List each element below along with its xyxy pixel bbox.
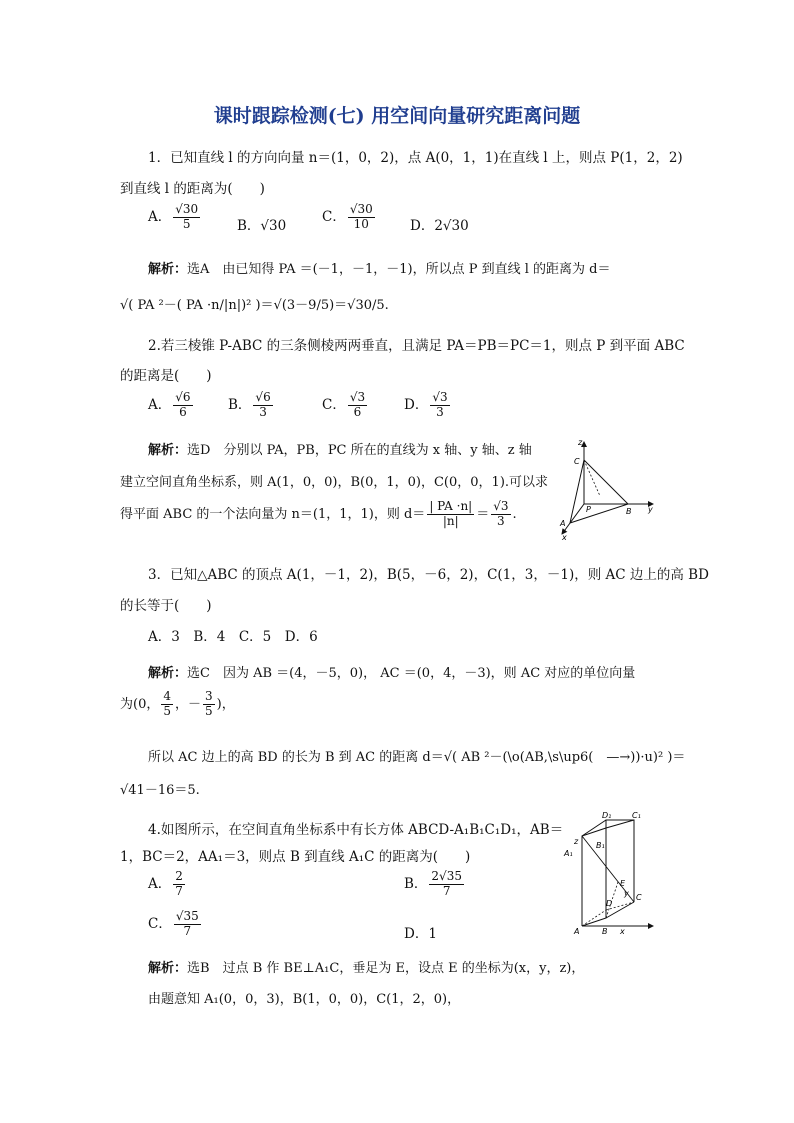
- q1-stem-line2: 到直线 l 的距离为( ): [120, 181, 265, 197]
- label-a1: A₁: [564, 849, 573, 858]
- page-title: 课时跟踪检测(七) 用空间向量研究距离问题: [213, 105, 581, 127]
- q4-option-c: C． $\frac{√35}{7}$: [148, 909, 199, 938]
- q1-option-a: A． $\frac{√30}{5}$: [148, 202, 199, 231]
- q4-solution-line1: 解析：选B 过点 B 作 BE⊥A₁C，垂足为 E，设点 E 的坐标为(x，y，z)，: [148, 961, 585, 976]
- q4-option-a: A． $\frac{2}{7}$: [148, 869, 183, 898]
- q1-option-c: C． $\frac{√30}{10}$: [322, 202, 373, 231]
- q1-solution-line2: √( PA ²－( PA ·n/|n|)² )＝√(3－9/5)＝√30/5.: [120, 298, 389, 313]
- q2-stem-line2: 的距离是( ): [120, 368, 212, 384]
- q2-option-a: A． $\frac{√6}{6}$: [148, 390, 191, 419]
- q2-solution-line2: 建立空间直角坐标系，则 A(1，0，0)，B(0，1，0)，C(0，0，1).可以求: [120, 475, 549, 490]
- q3-stem-line1: 3．已知△ABC 的顶点 A(1，－1，2)，B(5，－6，2)，C(1，3，－1)，则 AC 边上的高 BD: [148, 567, 709, 583]
- q1-option-b: B．√30: [237, 218, 287, 234]
- label-c1: C₁: [632, 811, 641, 820]
- q1-stem-line1: 1．已知直线 l 的方向向量 n＝(1，0，2)，点 A(0，1，1)在直线 l 上，则点 P(1，2，2): [148, 150, 683, 166]
- q4-stem-line1: 4.如图所示，在空间直角坐标系中有长方体 ABCD-A₁B₁C₁D₁，AB＝: [148, 822, 564, 838]
- q4-option-b: B． $\frac{2√35}{7}$: [404, 869, 462, 898]
- label-e: E: [620, 879, 626, 888]
- label-y: y: [648, 505, 653, 514]
- label-x: x: [620, 927, 625, 936]
- label-b: B: [602, 927, 608, 936]
- q4-option-d: D．1: [404, 926, 437, 942]
- q2-solution-line3: 得平面 ABC 的一个法向量为 n＝(1，1，1)，则 d＝ $\frac{| PA \cdot n|}{|n|}$ ＝ $\frac{√3}{3}$ .: [120, 499, 517, 528]
- label-y: y: [624, 889, 629, 898]
- cuboid-figure: [562, 806, 658, 938]
- label-d1: D₁: [602, 811, 612, 820]
- q1-solution-line1: 解析：选A 由已知得 PA ＝(－1，－1，－1)，所以点 P 到直线 l 的距离为 d＝: [148, 262, 611, 277]
- q2-option-b: B． $\frac{√6}{3}$: [228, 390, 271, 419]
- label-z: z: [578, 438, 583, 447]
- q2-option-d: D． $\frac{√3}{3}$: [404, 390, 448, 419]
- label-z: z: [574, 837, 579, 846]
- label-d: D: [606, 899, 613, 908]
- q2-option-c: C． $\frac{√3}{6}$: [322, 390, 366, 419]
- q3-solution-line4: √41－16＝5.: [120, 783, 200, 798]
- label-a: A: [574, 927, 580, 936]
- q2-solution-line1: 解析：选D 分别以 PA，PB，PC 所在的直线为 x 轴、y 轴、z 轴: [148, 443, 532, 458]
- tetrahedron-figure: [556, 436, 660, 542]
- label-b1: B₁: [596, 841, 605, 850]
- q3-stem-line2: 的长等于( ): [120, 598, 212, 614]
- q2-stem-line1: 2.若三棱锥 P-ABC 的三条侧棱两两垂直，且满足 PA＝PB＝PC＝1，则点 P 到平面 ABC: [148, 338, 685, 354]
- q3-solution-line2: 为(0， $\frac{4}{5}$ ，－ $\frac{3}{5}$ )，: [120, 689, 235, 718]
- q4-stem-line2: 1，BC＝2，AA₁＝3，则点 B 到直线 A₁C 的距离为( ): [120, 849, 471, 865]
- label-a: A: [560, 519, 566, 528]
- label-b: B: [626, 507, 632, 516]
- label-x: x: [562, 533, 567, 542]
- label-c: C: [636, 893, 642, 902]
- label-c: C: [574, 457, 580, 466]
- q4-solution-line2: 由题意知 A₁(0，0，3)，B(1，0，0)，C(1，2，0)，: [148, 992, 461, 1007]
- label-p: P: [586, 505, 591, 514]
- q3-solution-line3: 所以 AC 边上的高 BD 的长为 B 到 AC 的距离 d＝√( AB ²－(\o(AB,\s\up6( —→))·u)² )＝: [148, 750, 686, 765]
- q1-option-d: D．2√30: [410, 218, 469, 234]
- q3-options: A．3 B．4 C．5 D．6: [148, 629, 318, 645]
- q3-solution-line1: 解析：选C 因为 AB ＝(4，－5，0)， AC ＝(0，4，－3)，则 AC 对应的单位向量: [148, 666, 636, 681]
